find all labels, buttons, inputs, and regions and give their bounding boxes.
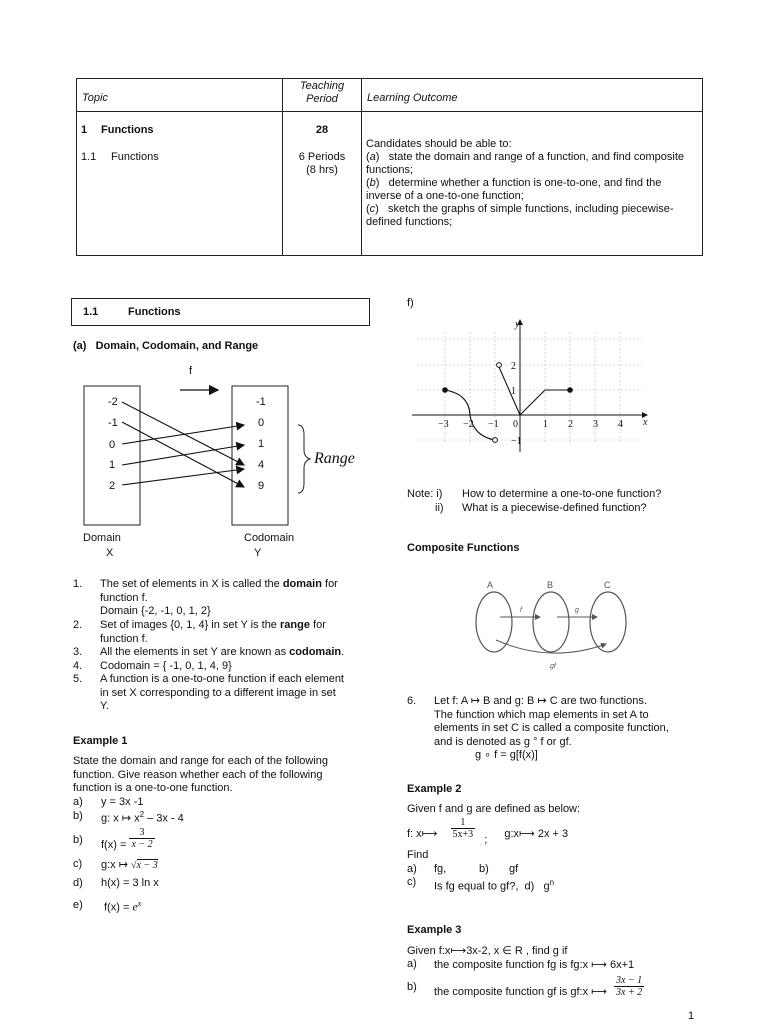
example3-intro: Given f:x⟼3x-2, x ∈ R , find g if [407, 945, 568, 957]
closed-dot-right [567, 387, 573, 393]
topic-number: 1 [81, 124, 88, 136]
note-number: 1. [73, 578, 83, 590]
arrow-gf-label: gf [550, 663, 556, 670]
example3-b: b) the composite function gf is gf:x ⟼ $\frac{3x - 1}{3x + 2}$ [407, 975, 643, 999]
note-item [73, 578, 338, 617]
subtopic-periods: 6 Periods (8 hrs) [298, 151, 346, 176]
codomain-var: Y [254, 547, 262, 559]
y-axis-label: y [515, 319, 520, 330]
composite-title: Composite Functions [407, 542, 520, 554]
set-b-oval [533, 592, 569, 652]
range-label: Range [314, 450, 355, 467]
example1-e: e) $f(x) = e^x$ [73, 899, 142, 914]
subtopic-number: 1.1 [81, 151, 97, 163]
x-tick: 1 [543, 419, 548, 430]
open-dot-top [497, 363, 502, 368]
note-number: 5. [73, 673, 83, 685]
composite-diagram [470, 572, 640, 672]
topic-periods: 28 [315, 124, 329, 136]
section-number: 1.1 [83, 306, 99, 318]
example2-intro: Given f and g are defined as below: [407, 803, 581, 815]
item6-number: 6. [407, 695, 417, 707]
example1-b: b) g: x ↦ $x^2 - 3x - 4$ [73, 810, 184, 825]
set-a-oval [476, 592, 512, 652]
header-topic: Topic [82, 92, 108, 104]
note-questions: Note: i) How to determine a one-to-one function? ii) What is a piecewise-defined function? [407, 488, 662, 514]
note-item [73, 646, 345, 660]
item6-body: Let f: A ↦ B and g: B ↦ C are two functions. The function which map elements in set A to elements in set C is called a composite function, and is denoted as g ° f or gf. g ∘ f = g[f(x)] [434, 695, 669, 761]
topic-title: Functions [101, 124, 154, 136]
arrow-f-label: f [520, 607, 522, 614]
example3-title: Example 3 [407, 924, 462, 936]
example1-c: c) g:x ↦ √x − 3 [73, 858, 158, 871]
x-tick: 3 [593, 419, 598, 430]
note-text: A function is a one-to-one function if each element in set X corresponding to a different image in set Y. [100, 673, 344, 712]
mapping-f-label: f [189, 365, 193, 377]
example1-d: d) h(x) = 3 ln x [73, 877, 159, 889]
arrow-gf [496, 640, 606, 653]
set-a-label: A [487, 580, 494, 590]
domain-caption: Domain [83, 532, 121, 544]
range-brace [298, 425, 310, 493]
note-number: 4. [73, 660, 83, 672]
y-tick: 1 [511, 386, 516, 397]
set-c-label: C [604, 580, 611, 590]
example2-definitions: f: x⟼ $\frac{1}{5x+3}$ ; g:x⟼ 2x + 3 [407, 817, 569, 847]
header-learning-outcome: Learning Outcome [367, 92, 458, 104]
example1-a: a) y = 3x -1 [73, 796, 144, 808]
closed-dot-left [442, 387, 448, 393]
domain-var: X [106, 547, 114, 559]
section-title: Functions [128, 306, 181, 318]
note-text: Codomain = { -1, 0, 1, 4, 9} [100, 660, 232, 672]
codomain-caption: Codomain [244, 532, 295, 544]
example3-a: a) the composite function fg is fg:x ⟼ 6x+1 [407, 958, 635, 971]
open-dot-bottom [493, 438, 498, 443]
note-number: 2. [73, 619, 83, 631]
example2-find: Find a) fg, b) gf c) Is fg equal to gf?, d) $g^n$ [407, 849, 555, 893]
y-tick: 2 [511, 361, 516, 372]
line-piece-left [499, 367, 520, 415]
page-number: 1 [688, 1010, 695, 1022]
graph-gridlines [417, 332, 642, 442]
note-item [73, 619, 326, 645]
x-tick: −1 [488, 419, 499, 430]
x-tick: 2 [568, 419, 573, 430]
example1-title: Example 1 [73, 735, 128, 747]
subtopic-title: Functions [111, 151, 159, 163]
note-number: 3. [73, 646, 83, 658]
note-text: Set of images {0, 1, 4} in set Y is the range for function f. [100, 619, 326, 645]
note-text: All the elements in set Y are known as codomain. [100, 646, 345, 658]
subsection-heading: (a) Domain, Codomain, and Range [73, 340, 259, 352]
x-tick: 4 [618, 419, 623, 430]
syllabus-table [76, 78, 703, 256]
note-text: The set of elements in X is called the domain for function f. Domain {-2, -1, 0, 1, 2} [100, 578, 338, 617]
x-tick: 0 [513, 419, 518, 430]
example1-intro: State the domain and range for each of the following function. Give reason whether each of the following function is a one-to-one function. [73, 755, 329, 794]
piecewise-graph [407, 312, 667, 464]
x-tick: −3 [438, 419, 449, 430]
example1-b2: b) f(x) = $\frac{3}{x - 2}$ [73, 827, 153, 852]
arrow-g-label: g [575, 607, 579, 614]
example2-title: Example 2 [407, 783, 462, 795]
section-header-box [71, 298, 370, 326]
note-item [73, 660, 232, 674]
x-tick: −2 [463, 419, 474, 430]
header-teaching-period: Teaching Period [299, 80, 345, 105]
set-c-oval [590, 592, 626, 652]
learning-outcomes: Candidates should be able to: (a) state the domain and range of a function, and find composite functions; (b) determine whether a function is one-to-one, and find the inverse of a one-to-one function; (c) sketch the graphs of simple functions, including piecewise- defined functions; [366, 138, 685, 228]
x-axis-label: x [643, 417, 648, 428]
y-tick: −1 [511, 436, 522, 447]
line-piece-rise [520, 390, 545, 415]
graph-f-label: f) [407, 297, 414, 309]
note-item [73, 673, 344, 712]
set-b-label: B [547, 580, 554, 590]
